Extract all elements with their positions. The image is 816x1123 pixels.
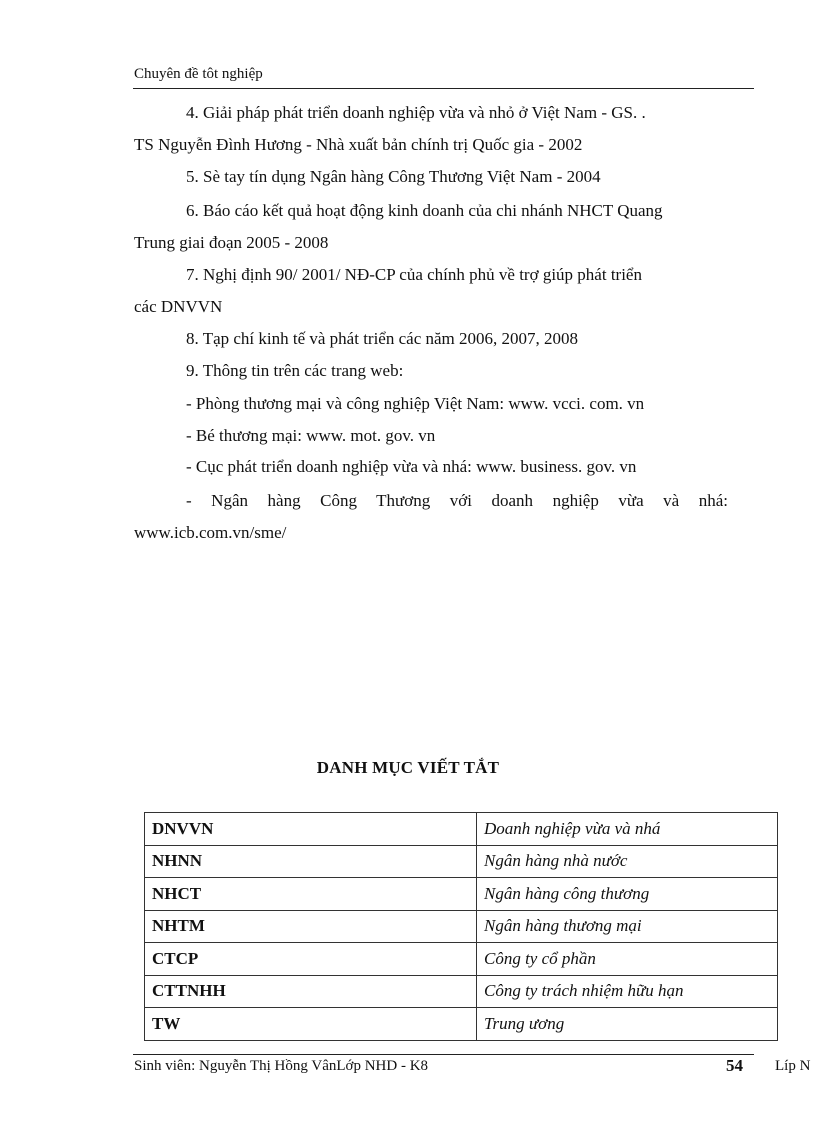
table-row <box>145 878 778 911</box>
page-header-title: Chuyên đề tôt nghiệp <box>134 66 263 82</box>
table-row <box>145 845 778 878</box>
table-row <box>145 813 778 846</box>
reference-text: - Ngân hàng Công Thương với doanh nghiệp vừa và nhá: <box>186 491 728 510</box>
reference-text: các DNVVN <box>134 297 223 316</box>
abbreviation-meaning: Công ty cổ phần <box>477 943 778 976</box>
reference-text: - Cục phát triển doanh nghiệp vừa và nhá: www. business. gov. vn <box>186 457 637 476</box>
abbreviations-table <box>144 812 778 1041</box>
abbreviation-meaning: Trung ương <box>477 1008 778 1041</box>
header-divider <box>133 88 754 89</box>
reference-item <box>134 388 728 420</box>
reference-text: - Phòng thương mại và công nghiệp Việt Nam: www. vcci. com. vn <box>186 394 645 413</box>
reference-item <box>134 97 728 161</box>
abbreviation-code: DNVVN <box>145 813 477 846</box>
reference-item <box>134 420 728 452</box>
abbreviation-code: CTTNHH <box>145 975 477 1008</box>
abbreviation-code: NHNN <box>145 845 477 878</box>
abbreviation-code: CTCP <box>145 943 477 976</box>
reference-item <box>134 451 728 483</box>
reference-item <box>134 259 728 323</box>
footer-class-fragment: Líp N <box>775 1058 811 1074</box>
reference-text: 4. Giải pháp phát triển doanh nghiệp vừa và nhỏ ở Việt Nam - GS. . <box>186 103 646 122</box>
reference-text: - Bé thương mại: www. mot. gov. vn <box>186 426 436 445</box>
reference-text: www.icb.com.vn/sme/ <box>134 523 287 542</box>
reference-item <box>134 161 728 193</box>
reference-text: 7. Nghị định 90/ 2001/ NĐ-CP của chính phủ về trợ giúp phát triển <box>186 265 642 284</box>
abbreviation-code: NHTM <box>145 910 477 943</box>
table-row <box>145 910 778 943</box>
abbreviation-code: TW <box>145 1008 477 1041</box>
abbreviations-title: DANH MỤC VIẾT TẮT <box>316 758 500 777</box>
reference-text: 9. Thông tin trên các trang web: <box>186 361 404 380</box>
table-row <box>145 975 778 1008</box>
reference-item <box>134 323 728 355</box>
table-row <box>145 943 778 976</box>
abbreviation-meaning: Ngân hàng công thương <box>477 878 778 911</box>
reference-text: 5. Sè tay tín dụng Ngân hàng Công Thương Việt Nam - 2004 <box>186 167 601 186</box>
abbreviation-meaning: Ngân hàng thương mại <box>477 910 778 943</box>
abbreviation-code: NHCT <box>145 878 477 911</box>
reference-item <box>134 355 728 387</box>
reference-text: TS Nguyễn Đình Hương - Nhà xuất bản chính trị Quốc gia - 2002 <box>134 135 583 154</box>
reference-item <box>134 485 728 549</box>
abbreviation-meaning: Doanh nghiệp vừa và nhá <box>477 813 778 846</box>
reference-text: 8. Tạp chí kinh tế và phát triển các năm 2006, 2007, 2008 <box>186 329 579 348</box>
reference-item <box>134 195 728 259</box>
reference-text: Trung giai đoạn 2005 - 2008 <box>134 233 329 252</box>
reference-text: 6. Báo cáo kết quả hoạt động kinh doanh của chi nhánh NHCT Quang <box>186 201 663 220</box>
footer-student-info: Sinh viên: Nguyễn Thị Hồng VânLớp NHD - K8 <box>134 1058 429 1074</box>
page-number: 54 <box>726 1056 743 1075</box>
abbreviation-meaning: Công ty trách nhiệm hữu hạn <box>477 975 778 1008</box>
abbreviation-meaning: Ngân hàng nhà nước <box>477 845 778 878</box>
table-row <box>145 1008 778 1041</box>
footer-divider <box>133 1054 754 1055</box>
